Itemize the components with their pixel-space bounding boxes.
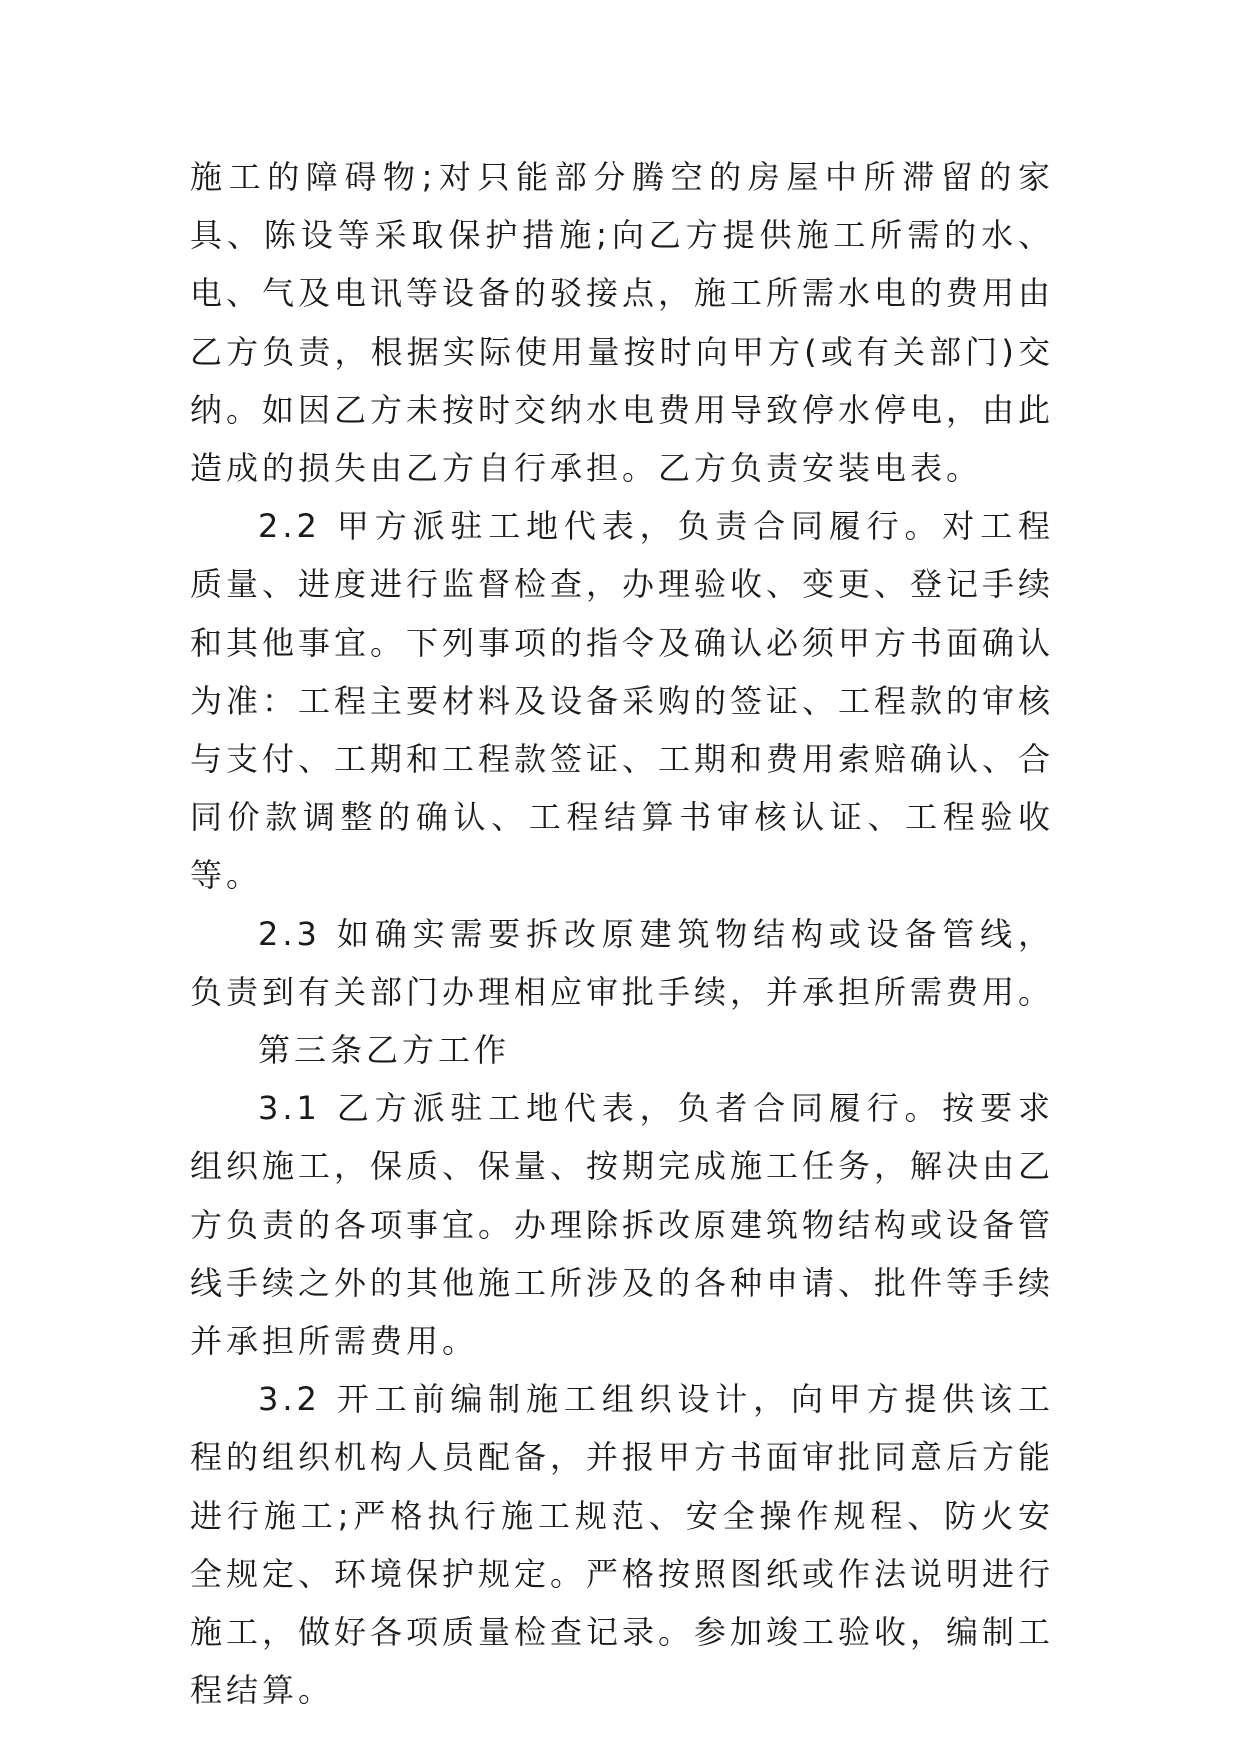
paragraph-2-3: 2.3 如确实需要拆改原建筑物结构或设备管线，负责到有关部门办理相应审批手续，并承担所需费用。 xyxy=(190,914,1055,1011)
paragraph-3-2: 3.2 开工前编制施工组织设计，向甲方提供该工程的组织机构人员配备，并报甲方书面审批同意后方能进行施工;严格执行施工规范、安全操作规程、防火安全规定、环境保护规定。严格按照图纸或作法说明进行施工，做好各项质量检查记录。参加竣工验收，编制工程结算。 xyxy=(190,1380,1055,1710)
paragraph-2-2: 2.2 甲方派驻工地代表，负责合同履行。对工程质量、进度进行监督检查，办理验收、变更、登记手续和其他事宜。下列事项的指令及确认必须甲方书面确认为准：工程主要材料及设备采购的签证、工程款的审核与支付、工期和工程款签证、工期和费用索赔确认、合同价款调整的确认、工程结算书审核认证、工程验收等。 xyxy=(190,507,1055,895)
paragraph-2-1-continued: 施工的障碍物;对只能部分腾空的房屋中所滞留的家具、陈设等采取保护措施;向乙方提供施工所需的水、电、气及电讯等设备的驳接点，施工所需水电的费用由乙方负责，根据实际使用量按时向甲方(或有关部门)交纳。如因乙方未按时交纳水电费用导致停水停电，由此造成的损失由乙方自行承担。乙方负责安装电表。 xyxy=(190,158,1055,488)
article-3-heading: 第三条乙方工作 xyxy=(258,1031,511,1070)
document-body xyxy=(190,148,1054,1719)
paragraph-3-1: 3.1 乙方派驻工地代表，负者合同履行。按要求组织施工，保质、保量、按期完成施工任务，解决由乙方负责的各项事宜。办理除拆改原建筑物结构或设备管线手续之外的其他施工所涉及的各种申请、批件等手续并承担所需费用。 xyxy=(190,1089,1055,1361)
